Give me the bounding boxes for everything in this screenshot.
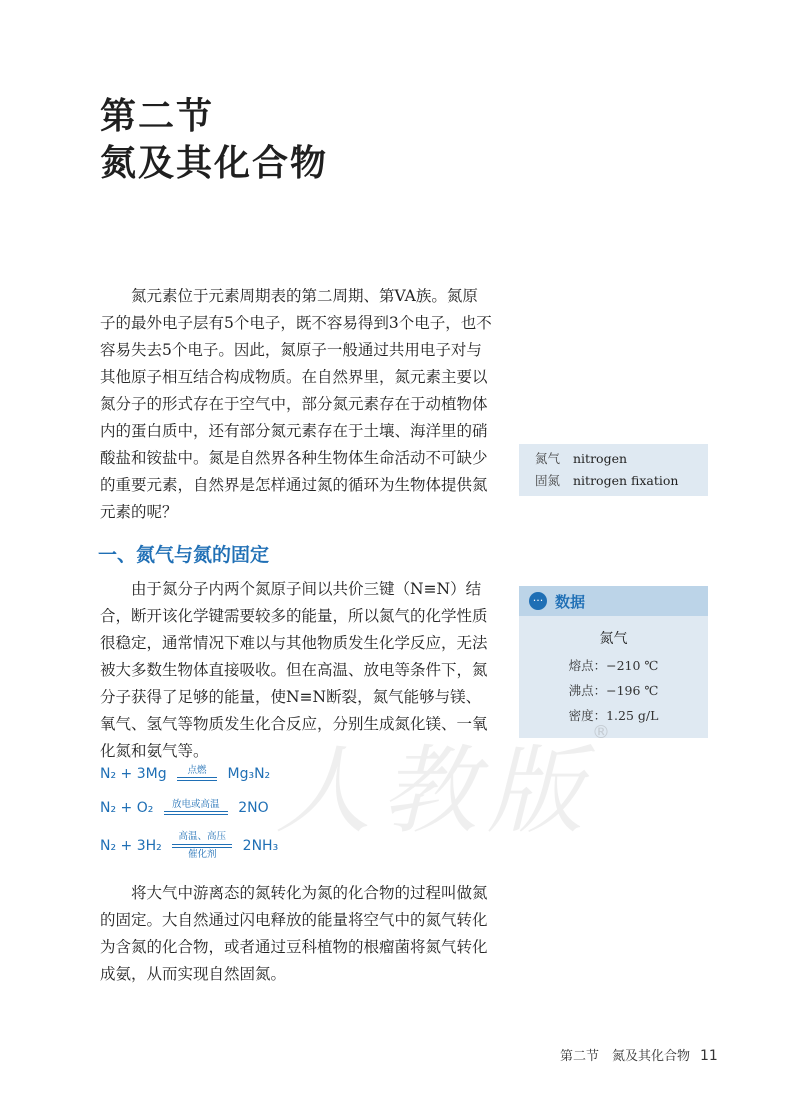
reaction-condition [164, 800, 228, 816]
reaction-condition [177, 766, 217, 782]
text-line: 由于氮分子内两个氮原子间以共价三键（N≡N）结 [131, 580, 482, 598]
text-line: 子的最外电子层有5个电子，既不容易得到3个电子，也不 [100, 314, 492, 332]
vocab-english: nitrogen fixation [573, 473, 679, 488]
condition-bottom: 催化剂 [187, 849, 217, 860]
intro-paragraph [100, 283, 496, 526]
text-line: 成氨，从而实现自然固氮。 [100, 965, 287, 983]
text-line: 其他原子相互结合构成物质。在自然界里，氮元素主要以 [100, 368, 488, 386]
text-line: 氮分子的形式存在于空气中，部分氮元素存在于动植物体 [100, 395, 488, 413]
data-row: 密度：1.25 g/L [568, 708, 659, 723]
text-line: 被大多数生物体直接吸收。但在高温、放电等条件下，氮 [100, 661, 488, 679]
equation [100, 766, 270, 782]
vocab-row [535, 448, 708, 470]
text-line: 容易失去5个电子。因此，氮原子一般通过共用电子对与 [100, 341, 482, 359]
watermark: 人教版 [275, 735, 593, 847]
vocab-row [535, 470, 708, 492]
registered-mark: ® [592, 722, 610, 743]
equation-reactants: N₂ + O₂ [100, 800, 154, 816]
text-line: 为含氮的化合物，或者通过豆科植物的根瘤菌将氮气转化 [100, 938, 488, 956]
text-line: 氮元素位于元素周期表的第二周期、第VA族。氮原 [131, 287, 478, 305]
text-line: 的固定。大自然通过闪电释放的能量将空气中的氮气转化 [100, 911, 488, 929]
text-line: 合，断开该化学键需要较多的能量，所以氮气的化学性质 [100, 607, 488, 625]
data-box-header [519, 586, 708, 616]
vocab-chinese: 固氮 [535, 473, 561, 488]
text-line: 内的蛋白质中，还有部分氮元素存在于土壤、海洋里的硝 [100, 422, 488, 440]
text-line: 很稳定，通常情况下难以与其他物质发生化学反应，无法 [100, 634, 488, 652]
page-number: 11 [700, 1048, 718, 1064]
data-row: 沸点：−196 ℃ [568, 683, 659, 698]
reversible-arrow-icon [172, 843, 232, 849]
equals-sign [164, 811, 228, 815]
equation [100, 800, 269, 816]
fixation-paragraph [100, 880, 496, 988]
footer-section: 第二节 氮及其化合物 [560, 1049, 691, 1064]
reaction-condition [172, 832, 232, 860]
text-line: 化氮和氨气等。 [100, 742, 209, 760]
equation-products: 2NH₃ [242, 838, 279, 854]
condition-top: 点燃 [187, 765, 207, 776]
vocabulary-box [519, 444, 708, 496]
text-line: 将大气中游离态的氮转化为氮的化合物的过程叫做氮 [131, 884, 488, 902]
equals-sign [177, 777, 217, 781]
data-substance: 氮气 [599, 631, 628, 647]
section-number: 第二节 [100, 95, 215, 137]
text-line: 氧气、氢气等物质发生化合反应，分别生成氮化镁、一氧 [100, 715, 488, 733]
equation-reactants: N₂ + 3Mg [100, 766, 167, 782]
vocab-english: nitrogen [573, 451, 628, 466]
data-box-label: 数据 [555, 593, 586, 611]
vocab-chinese: 氮气 [535, 451, 561, 466]
section-heading: 一、氮气与氮的固定 [98, 544, 270, 566]
data-row: 熔点：−210 ℃ [568, 658, 659, 673]
equation-reactants: N₂ + 3H₂ [100, 838, 162, 854]
text-line: 元素的呢？ [100, 503, 178, 521]
condition-top: 放电或高温 [172, 799, 220, 810]
equation [100, 832, 278, 860]
condition-top: 高温、高压 [178, 831, 226, 842]
text-line: 酸盐和铵盐中。氮是自然界各种生物体生命活动不可缺少 [100, 449, 488, 467]
ellipsis-icon: ··· [529, 592, 547, 610]
text-line: 分子获得了足够的能量，使N≡N断裂，氮气能够与镁、 [100, 688, 482, 706]
page-title: 氮及其化合物 [100, 142, 329, 184]
text-line: 的重要元素，自然界是怎样通过氮的循环为生物体提供氮 [100, 476, 488, 494]
equation-products: 2NO [238, 800, 269, 816]
page-footer [560, 1045, 718, 1064]
equation-products: Mg₃N₂ [227, 766, 271, 782]
